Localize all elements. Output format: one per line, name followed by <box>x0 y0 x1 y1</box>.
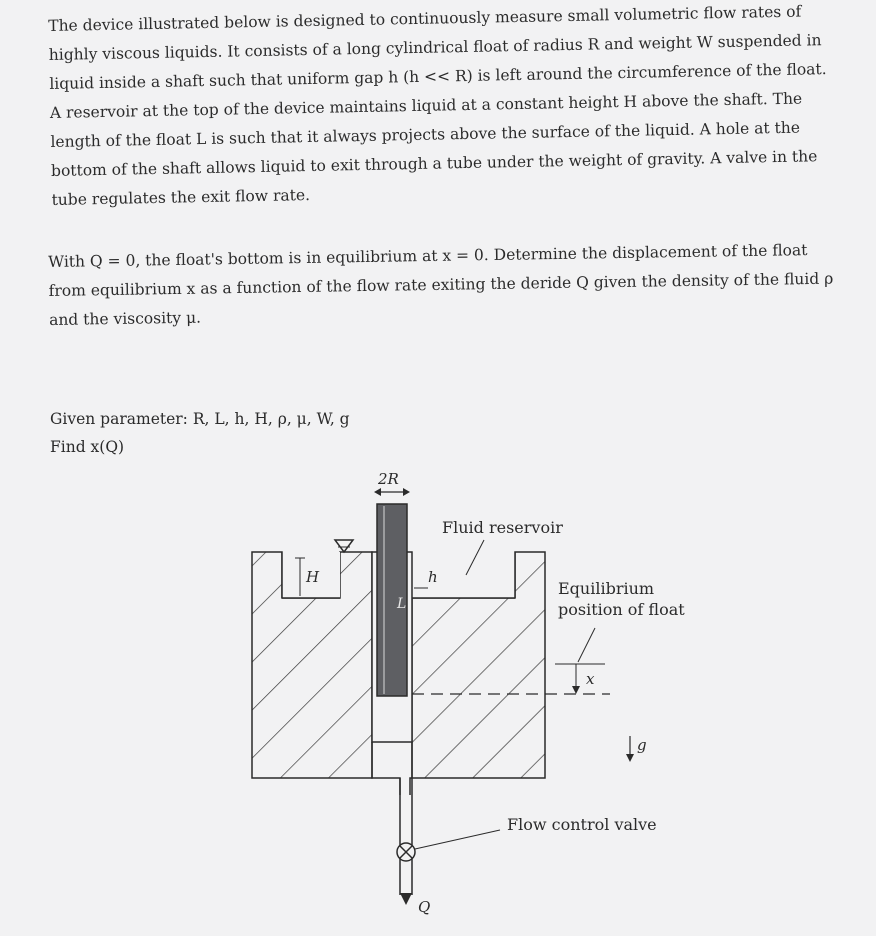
problem-paragraph-1: The device illustrated below is designed to continuously measure small volumetric flow rates of highly viscous liquids. It consists of a long cylindrical float of radius R and weight W suspended in liquid inside a shaft such that uniform gap h (h << R) is left around the circumference of the float. A reservoir at the top of the device maintains liquid at a constant height H above the shaft. The length of the float L is such that it always projects above the surface of the liquid. A hole at the bottom of the shaft allows liquid to exit through a tube under the weight of gravity. A valve in the tube regulates the exit flow rate. <box>48 2 827 209</box>
label-2r: 2R <box>378 470 399 488</box>
free-surface-icon <box>335 540 353 552</box>
gravity-arrow-icon <box>626 754 634 762</box>
label-h-height: H <box>306 568 320 586</box>
find-statement: Find x(Q) <box>50 438 125 456</box>
flow-arrow-icon <box>400 893 412 905</box>
label-equilibrium-2: position of float <box>558 600 685 619</box>
given-parameters: Given parameter: R, L, h, H, ρ, μ, W, g <box>50 410 350 428</box>
problem-paragraph-2: With Q = 0, the float's bottom is in equilibrium at x = 0. Determine the displacement of the float from equilibrium x as a function of the flow rate exiting the deride Q given the density of the fluid ρ and the viscosity μ. <box>48 241 834 329</box>
label-length-l: L <box>397 596 407 612</box>
valve-icon <box>397 843 415 861</box>
label-q: Q <box>418 898 431 916</box>
label-gap-h: h <box>428 568 438 586</box>
label-fluid-reservoir: Fluid reservoir <box>442 518 563 537</box>
label-x: x <box>586 670 595 688</box>
label-flow-control-valve: Flow control valve <box>507 815 657 834</box>
label-equilibrium-1: Equilibrium <box>558 579 655 598</box>
label-g: g <box>637 736 647 754</box>
